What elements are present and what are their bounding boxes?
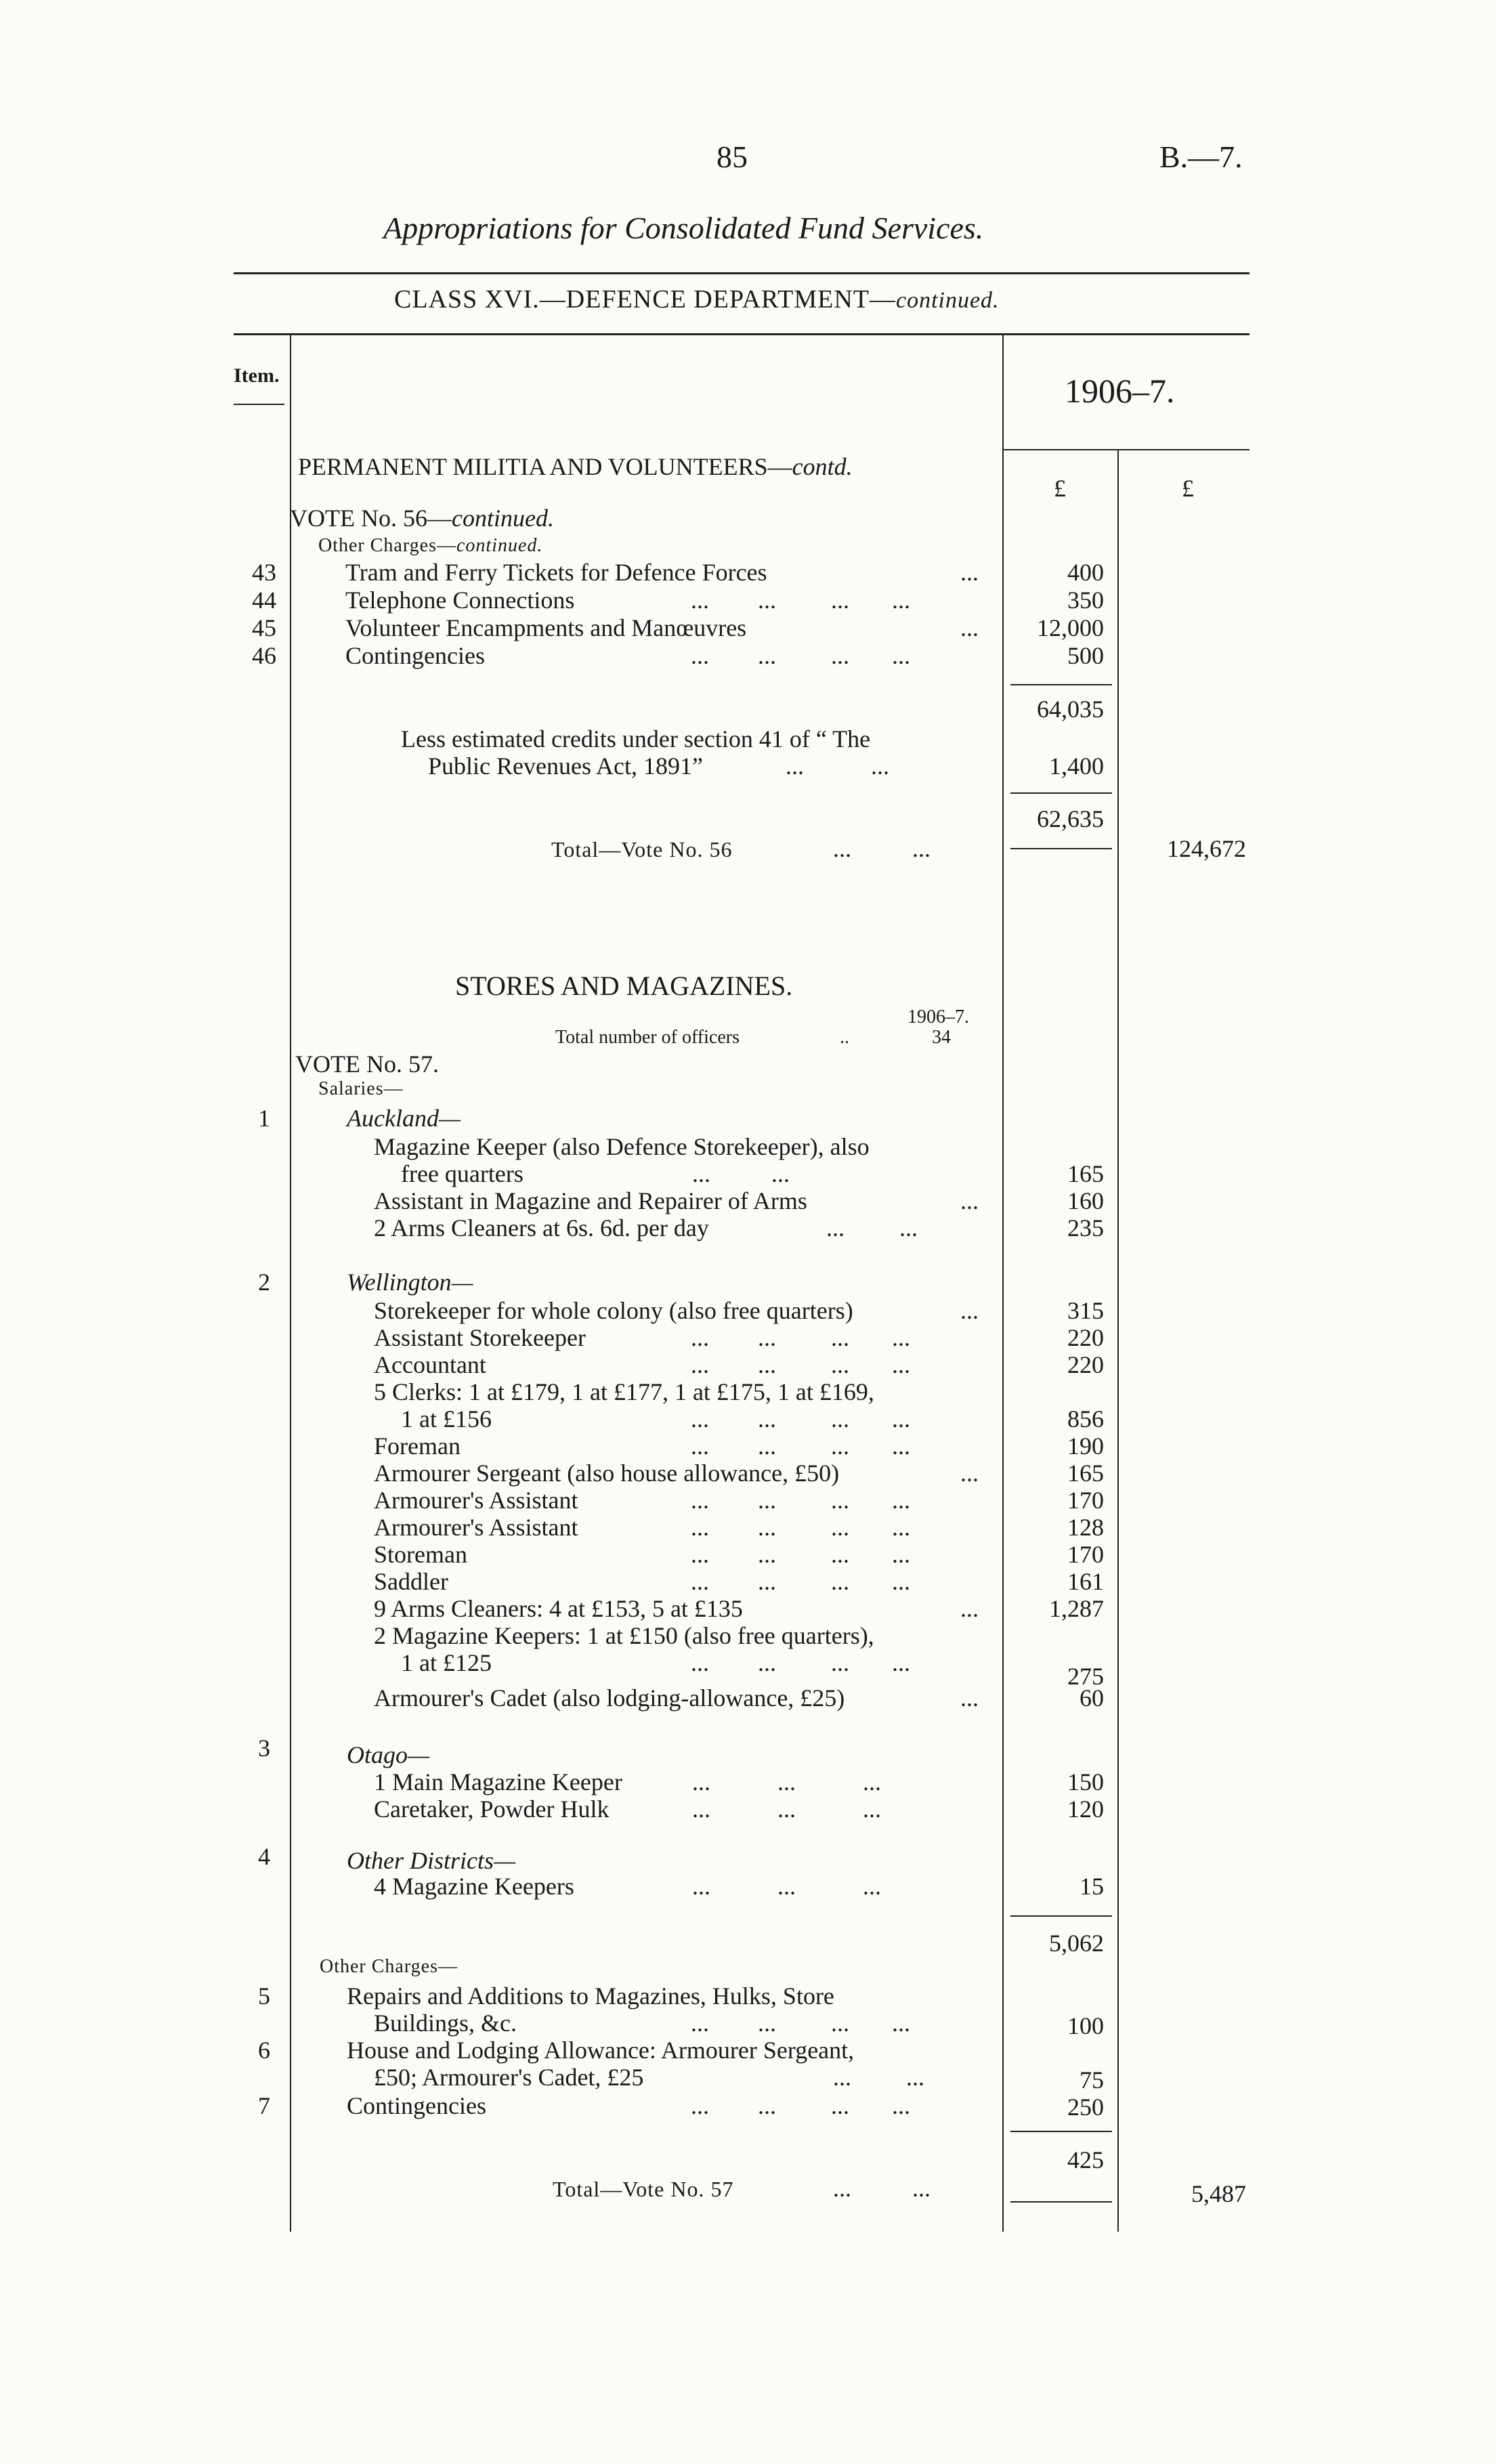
line-item-value: 150 [1067, 1768, 1104, 1796]
line-item-label: Caretaker, Powder Hulk [374, 1796, 610, 1823]
charges-subtotal-value: 425 [1067, 2146, 1104, 2173]
line-item-value: 15 [1080, 1873, 1104, 1900]
leader-dots: ... [960, 614, 979, 641]
year-column-header: 1906–7. [1065, 372, 1175, 410]
leader-dots: ... ... ... ... [691, 1487, 910, 1514]
line-item-value: 170 [1067, 1487, 1104, 1514]
line-item-value: 160 [1067, 1187, 1104, 1214]
vote-56-total-value: 124,672 [1167, 835, 1246, 862]
line-item-label: Contingencies [347, 2092, 486, 2119]
line-item-label: Saddler [374, 1568, 448, 1595]
less-credits-line1: Less estimated credits under section 41 of “ The [401, 725, 871, 752]
total-column-divider [1117, 450, 1119, 2232]
leader-dots: ... ... ... ... [691, 1405, 910, 1432]
line-item-value: 100 [1067, 2012, 1104, 2039]
other-charges-text: Other Charges— [318, 535, 456, 556]
vote-57-total-rule [1010, 2201, 1112, 2203]
leader-dots: ... ... [833, 835, 931, 862]
line-item-label: 5 Clerks: 1 at £179, 1 at £177, 1 at £175, 1 at £169, [374, 1378, 874, 1405]
subtotal-value: 64,035 [1037, 696, 1104, 723]
line-item-value: 856 [1067, 1405, 1104, 1432]
less-credits-value: 1,400 [1049, 752, 1104, 780]
line-item-value: 220 [1067, 1324, 1104, 1351]
line-item-label: Volunteer Encampments and Manœuvres [345, 614, 747, 641]
section-heading-text: PERMANENT MILITIA AND VOLUNTEERS— [298, 453, 792, 480]
line-item-label: 9 Arms Cleaners: 4 at £153, 5 at £135 [374, 1595, 743, 1622]
line-item-label: Contingencies [345, 642, 485, 669]
leader-dots: ... ... [692, 1160, 790, 1187]
line-item-value: 235 [1067, 1214, 1104, 1241]
year-header-underline [1004, 449, 1249, 450]
salaries-heading: Salaries— [318, 1078, 404, 1099]
line-item-label: Assistant Storekeeper [374, 1324, 586, 1351]
leader-dots: ... [960, 1187, 979, 1214]
leader-dots: ... [960, 1460, 979, 1487]
leader-dots: ... [960, 1595, 979, 1622]
item-number: 6 [258, 2037, 270, 2064]
line-item-value: 220 [1067, 1351, 1104, 1378]
page-number: 85 [717, 140, 748, 174]
less-credits-line2: Public Revenues Act, 1891” [428, 752, 703, 780]
class-title [394, 284, 1000, 314]
page-title: Appropriations for Consolidated Fund Services. [383, 211, 984, 245]
line-item-label: Accountant [374, 1351, 486, 1378]
item-number: 4 [258, 1843, 270, 1870]
salaries-subtotal-rule [1010, 1915, 1112, 1917]
line-item-label-cont: 1 at £125 [401, 1649, 492, 1676]
item-number: 2 [258, 1269, 270, 1296]
line-item-value: 1,287 [1049, 1595, 1104, 1622]
line-item-label-cont: £50; Armourer's Cadet, £25 [374, 2064, 644, 2091]
line-item-value: 165 [1067, 1160, 1104, 1187]
line-item-value: 350 [1067, 587, 1104, 614]
line-item-label: 2 Magazine Keepers: 1 at £150 (also free quarters), [374, 1622, 874, 1649]
pound-sign-amount: £ [1054, 475, 1066, 502]
district-other: Other Districts— [347, 1847, 516, 1874]
line-item-value: 12,000 [1037, 614, 1104, 641]
item-number: 44 [252, 587, 276, 614]
leader-dots: ... ... ... ... [691, 1541, 910, 1568]
line-item-label: Tram and Ferry Tickets for Defence Forces [345, 559, 767, 586]
line-item-label: Armourer's Assistant [374, 1487, 578, 1514]
charges-subtotal-rule [1010, 2131, 1112, 2132]
district-wellington: Wellington— [347, 1269, 473, 1296]
line-item-value: 275 [1067, 1663, 1104, 1690]
leader-dots: ... ... ... ... [691, 2092, 910, 2119]
item-number: 1 [258, 1105, 270, 1132]
line-item-label-cont: 1 at £156 [401, 1405, 492, 1432]
vote-56-contd: continued. [451, 505, 554, 532]
leader-dots: ... ... ... [692, 1768, 881, 1796]
line-item-label: Telephone Connections [345, 587, 575, 614]
line-item-value: 128 [1067, 1514, 1104, 1541]
line-item-value: 60 [1080, 1684, 1104, 1712]
line-item-value: 165 [1067, 1460, 1104, 1487]
line-item-value: 250 [1067, 2094, 1104, 2121]
item-number: 3 [258, 1735, 270, 1762]
net-rule [1010, 792, 1112, 794]
line-item-value: 500 [1067, 642, 1104, 669]
other-charges-heading [318, 535, 542, 557]
leader-dots: ... ... ... ... [691, 1568, 910, 1595]
line-item-label-cont: free quarters [401, 1160, 523, 1187]
line-item-label: 2 Arms Cleaners at 6s. 6d. per day [374, 1214, 709, 1241]
line-item-label: Armourer's Assistant [374, 1514, 578, 1541]
line-item-value: 190 [1067, 1432, 1104, 1460]
class-title-contd: continued. [895, 288, 1000, 313]
officers-label: Total number of officers [555, 1027, 740, 1048]
line-item-value: 120 [1067, 1796, 1104, 1823]
item-header-underline [234, 404, 284, 405]
section-heading-militia [298, 452, 853, 481]
officers-count: 34 [932, 1027, 951, 1048]
subtotal-rule [1010, 684, 1112, 685]
other-charges-contd: continued. [456, 535, 543, 556]
class-title-text: CLASS XVI.—DEFENCE DEPARTMENT— [394, 285, 896, 314]
item-column-header: Item. [234, 364, 280, 387]
line-item-value: 400 [1067, 559, 1104, 586]
leader-dots: ... ... ... [692, 1796, 881, 1823]
line-item-value: 170 [1067, 1541, 1104, 1568]
item-number: 45 [252, 614, 276, 641]
line-item-label: Foreman [374, 1432, 461, 1460]
leader-dots: ... ... ... ... [691, 2010, 910, 2037]
district-otago: Otago— [347, 1741, 430, 1768]
line-item-value: 75 [1080, 2066, 1104, 2094]
line-item-label: Storeman [374, 1541, 467, 1568]
vote-57-label: VOTE No. 57. [295, 1050, 439, 1078]
leader-dots: ... ... ... ... [691, 1649, 910, 1676]
district-auckland: Auckland— [347, 1105, 461, 1132]
line-item-label-cont: Buildings, &c. [374, 2010, 517, 2037]
item-number: 46 [252, 642, 276, 669]
vote-56-total-label: Total—Vote No. 56 [551, 837, 733, 862]
line-item-label: 4 Magazine Keepers [374, 1873, 574, 1900]
other-charges-heading-57: Other Charges— [320, 1956, 458, 1977]
salaries-subtotal-value: 5,062 [1049, 1930, 1104, 1957]
title-rule [234, 272, 1249, 274]
line-item-label: Armourer Sergeant (also house allowance, £50) [374, 1460, 840, 1487]
leader-dots: ... [960, 559, 979, 586]
line-item-label: Magazine Keeper (also Defence Storekeeper), also [374, 1133, 870, 1160]
line-item-value: 315 [1067, 1297, 1104, 1324]
pound-sign-total: £ [1182, 475, 1194, 502]
item-number: 5 [258, 1982, 270, 2010]
leader-dots: ... ... ... [692, 1873, 881, 1900]
line-item-label: Armourer's Cadet (also lodging-allowance, £25) [374, 1684, 845, 1712]
officers-year-header: 1906–7. [907, 1006, 969, 1027]
document-reference: B.—7. [1159, 140, 1243, 174]
leader-dots: ... ... ... ... [691, 1514, 910, 1541]
leader-dots: ... ... [833, 2064, 924, 2091]
leader-dots: ... ... ... ... [691, 642, 910, 669]
vote-57-total-label: Total—Vote No. 57 [553, 2177, 734, 2201]
amount-column-divider [1002, 335, 1004, 2232]
leader-dots: ... ... [786, 752, 889, 780]
section-heading-stores: STORES AND MAGAZINES. [455, 971, 793, 1001]
line-item-label: Assistant in Magazine and Repairer of Arms [374, 1187, 807, 1214]
leader-dots: ... ... ... ... [691, 1324, 910, 1351]
vote-56-text: VOTE No. 56— [290, 505, 452, 532]
line-item-label: Storekeeper for whole colony (also free quarters) [374, 1297, 853, 1324]
leader-dots: ... ... ... ... [691, 1432, 910, 1460]
line-item-label: 1 Main Magazine Keeper [374, 1768, 622, 1796]
leader-dots: ... [960, 1297, 979, 1324]
vote-57-total-value: 5,487 [1191, 2180, 1246, 2207]
net-value: 62,635 [1037, 805, 1104, 832]
leader-dots: ... ... ... ... [691, 1351, 910, 1378]
leader-dots: ... ... [833, 2175, 931, 2202]
item-number: 7 [258, 2092, 270, 2119]
table-top-rule [234, 333, 1249, 335]
line-item-label: House and Lodging Allowance: Armourer Sergeant, [347, 2037, 855, 2064]
leader-dots: ... ... ... ... [691, 587, 910, 614]
leader-dots: ... [960, 1684, 979, 1712]
item-number: 43 [252, 559, 276, 586]
leader-dots: .. [840, 1027, 849, 1048]
total-rule [1010, 848, 1112, 849]
line-item-label: Repairs and Additions to Magazines, Hulks, Store [347, 1982, 834, 2010]
section-heading-contd: contd. [792, 453, 853, 480]
leader-dots: ... ... [826, 1214, 918, 1241]
line-item-value: 161 [1067, 1568, 1104, 1595]
vote-56-label [290, 504, 554, 532]
